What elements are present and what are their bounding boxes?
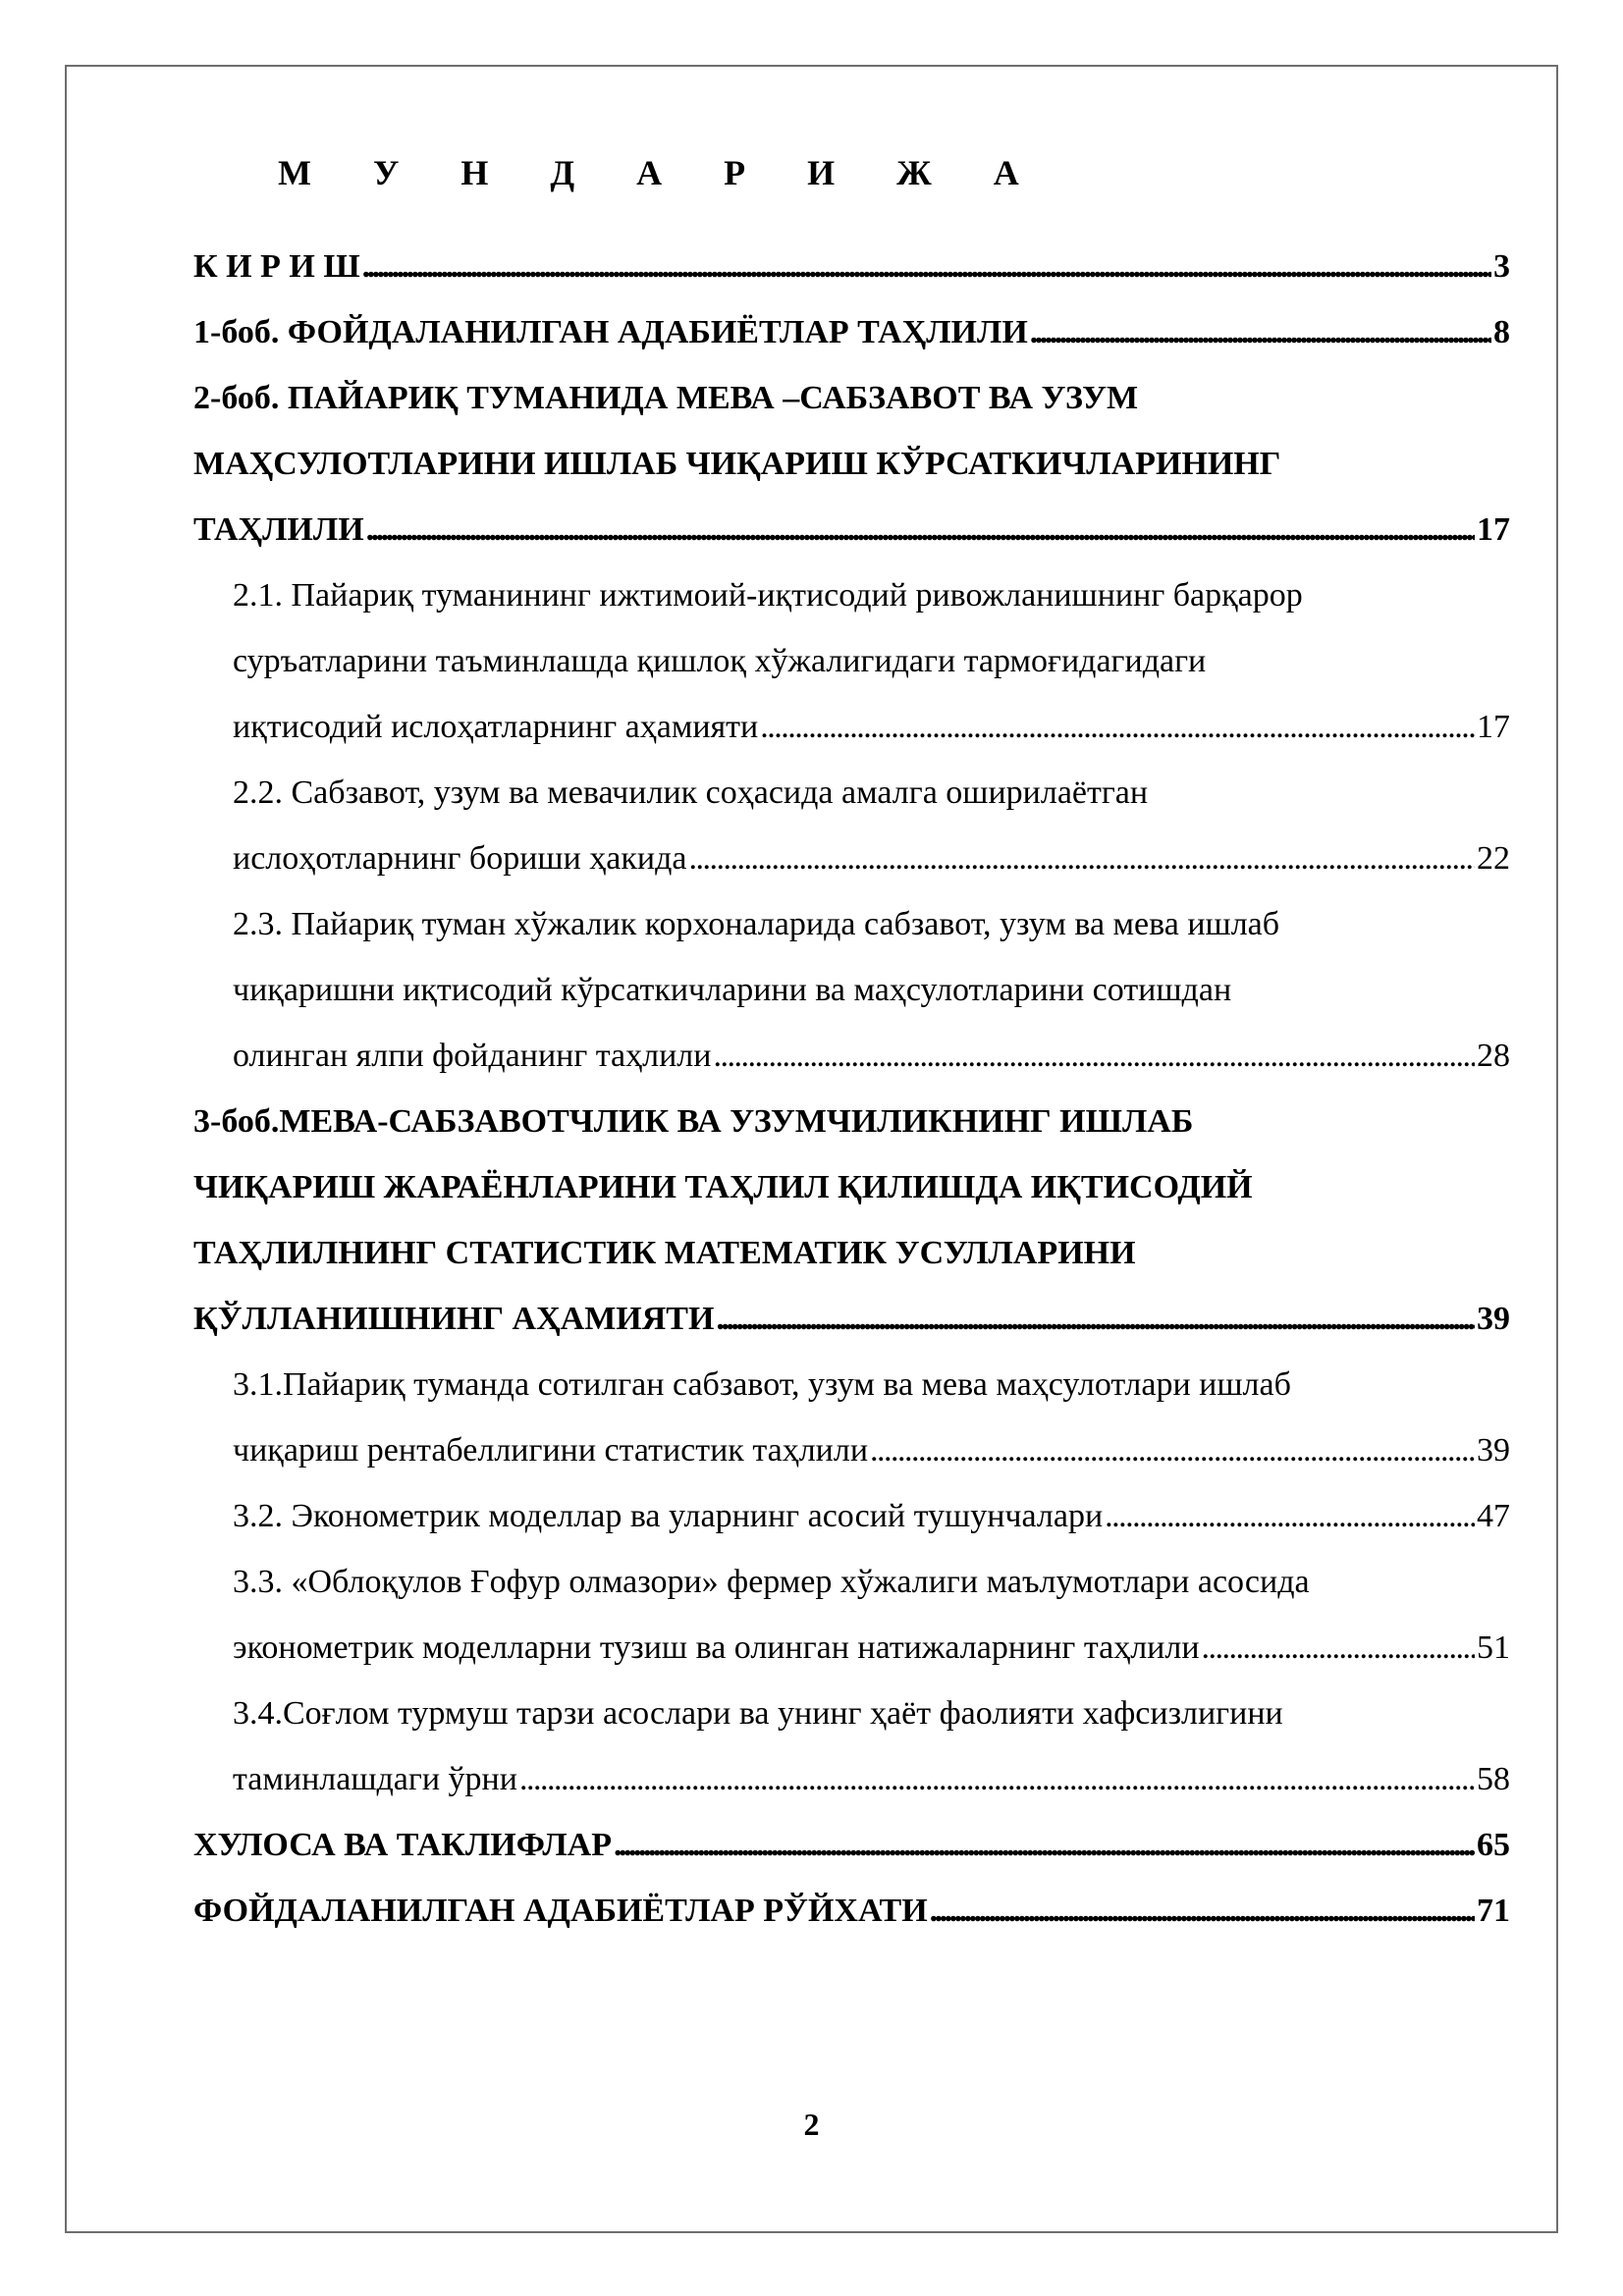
toc-entry-final-line — [233, 1483, 1510, 1549]
toc-entry[interactable] — [193, 760, 1510, 891]
toc-entry-line: суръатларини таъминлашда қишлоқ хўжалигидаги тармоғидагидаги — [233, 643, 1207, 679]
toc-entry-line: МАҲСУЛОТЛАРИНИ ИШЛАБ ЧИҚАРИШ КЎРСАТКИЧЛАРИНИНГ — [193, 446, 1281, 482]
dot-leader — [716, 1286, 1475, 1352]
dot-leader — [870, 1417, 1475, 1483]
toc-entry-line: 3.1.Пайариқ туманда сотилган сабзавот, узум ва мева маҳсулотлари ишлаб — [233, 1366, 1291, 1403]
toc-page-number: 51 — [1477, 1629, 1510, 1666]
toc-entry[interactable] — [193, 1878, 1510, 1944]
toc-entry-final-line — [193, 1812, 1510, 1878]
toc-entry-line: чиқаришни иқтисодий кўрсаткичларини ва маҳсулотларини сотишдан — [233, 972, 1232, 1008]
table-of-contents — [193, 234, 1510, 1944]
toc-entry-title: ФОЙДАЛАНИЛГАН АДАБИЁТЛАР РЎЙХАТИ — [193, 1893, 928, 1929]
toc-entry-final-line — [233, 694, 1510, 760]
toc-entry[interactable] — [193, 1352, 1510, 1483]
toc-entry-title: ХУЛОСА ВА ТАКЛИФЛАР — [193, 1827, 612, 1863]
toc-entry-final-line — [193, 299, 1510, 365]
toc-entry-line: 2.2. Сабзавот, узум ва мевачилик соҳасида амалга оширилаётган — [233, 774, 1149, 811]
toc-entry-final-line — [233, 1746, 1510, 1812]
toc-entry-final-line — [233, 1615, 1510, 1681]
toc-entry-line: 3.4.Соғлом турмуш тарзи асослари ва унинг ҳаёт фаолияти хафсизлигини — [233, 1695, 1283, 1732]
toc-title: М У Н Д А Р И Ж А — [278, 153, 1046, 192]
toc-entry[interactable] — [193, 299, 1510, 365]
toc-entry-title: К И Р И Ш — [193, 248, 360, 285]
toc-page-number: 22 — [1477, 840, 1510, 877]
dot-leader — [614, 1812, 1475, 1878]
toc-entry-line: 2-боб. ПАЙАРИҚ ТУМАНИДА МЕВА –САБЗАВОТ ВА УЗУМ — [193, 380, 1139, 416]
toc-page-number: 3 — [1493, 248, 1510, 285]
toc-page-number: 8 — [1493, 314, 1510, 350]
toc-entry[interactable] — [193, 891, 1510, 1089]
toc-page-number: 17 — [1477, 709, 1510, 745]
toc-entry-line: ЧИҚАРИШ ЖАРАЁНЛАРИНИ ТАҲЛИЛ ҚИЛИШДА ИҚТИСОДИЙ — [193, 1169, 1253, 1205]
toc-entry-final-line — [193, 234, 1510, 299]
toc-page-number: 28 — [1477, 1038, 1510, 1074]
toc-entry-title: 3.2. Эконометрик моделлар ва уларнинг асосий тушунчалари — [233, 1498, 1104, 1534]
toc-page-number: 71 — [1477, 1893, 1510, 1929]
toc-entry-final-line — [233, 1023, 1510, 1089]
dot-leader — [713, 1023, 1475, 1089]
toc-entry-title: ислоҳотларнинг бориши ҳакида — [233, 840, 687, 877]
toc-entry-line: 2.3. Пайариқ туман хўжалик корхоналарида сабзавот, узум ва мева ишлаб — [233, 906, 1280, 942]
toc-entry-line: ТАҲЛИЛНИНГ СТАТИСТИК МАТЕМАТИК УСУЛЛАРИНИ — [193, 1235, 1136, 1271]
toc-page-number: 58 — [1477, 1761, 1510, 1797]
toc-page-number: 47 — [1477, 1498, 1510, 1534]
toc-entry-title: ТАҲЛИЛИ — [193, 511, 364, 548]
toc-page-number: 17 — [1477, 511, 1510, 548]
toc-page-number: 65 — [1477, 1827, 1510, 1863]
toc-entry-line: 2.1. Пайариқ туманининг ижтимоий-иқтисодий ривожланишнинг барқарор — [233, 577, 1303, 614]
toc-entry-final-line — [193, 497, 1510, 562]
dot-leader — [760, 694, 1475, 760]
dot-leader — [1030, 299, 1491, 365]
toc-entry-title: эконометрик моделларни тузиш ва олинган натижаларнинг таҳлили — [233, 1629, 1200, 1666]
dot-leader — [366, 497, 1475, 562]
toc-entry[interactable] — [193, 1812, 1510, 1878]
toc-entry[interactable] — [193, 562, 1510, 760]
toc-entry[interactable] — [193, 1549, 1510, 1681]
toc-entry-title: ҚЎЛЛАНИШНИНГ АҲАМИЯТИ — [193, 1301, 715, 1337]
toc-entry-final-line — [233, 826, 1510, 891]
dot-leader — [930, 1878, 1475, 1944]
toc-entry[interactable] — [193, 1089, 1510, 1352]
toc-entry[interactable] — [193, 1681, 1510, 1812]
toc-entry-title: 1-боб. ФОЙДАЛАНИЛГАН АДАБИЁТЛАР ТАҲЛИЛИ — [193, 314, 1028, 350]
toc-entry-title: таминлашдаги ўрни — [233, 1761, 517, 1797]
toc-entry-title: иқтисодий ислоҳатларнинг аҳамияти — [233, 709, 759, 745]
toc-entry[interactable] — [193, 365, 1510, 562]
toc-entry[interactable] — [193, 1483, 1510, 1549]
page-number: 2 — [803, 2107, 820, 2142]
toc-page-number: 39 — [1477, 1432, 1510, 1468]
toc-page-number: 39 — [1477, 1301, 1510, 1337]
toc-entry-title: олинган ялпи фойданинг таҳлили — [233, 1038, 712, 1074]
toc-entry-final-line — [193, 1878, 1510, 1944]
dot-leader — [1202, 1615, 1475, 1681]
toc-entry-line: 3-боб.МЕВА-САБЗАВОТЧЛИК ВА УЗУМЧИЛИКНИНГ ИШЛАБ — [193, 1103, 1194, 1140]
dot-leader — [1105, 1483, 1475, 1549]
toc-entry-line: 3.3. «Облоқулов Ғофур олмазори» фермер хўжалиги маълумотлари асосида — [233, 1564, 1310, 1600]
toc-entry-title: чиқариш рентабеллигини статистик таҳлили — [233, 1432, 869, 1468]
dot-leader — [362, 234, 1491, 299]
dot-leader — [688, 826, 1475, 891]
dot-leader — [519, 1746, 1475, 1812]
toc-entry[interactable] — [193, 234, 1510, 299]
toc-entry-final-line — [193, 1286, 1510, 1352]
toc-entry-final-line — [233, 1417, 1510, 1483]
